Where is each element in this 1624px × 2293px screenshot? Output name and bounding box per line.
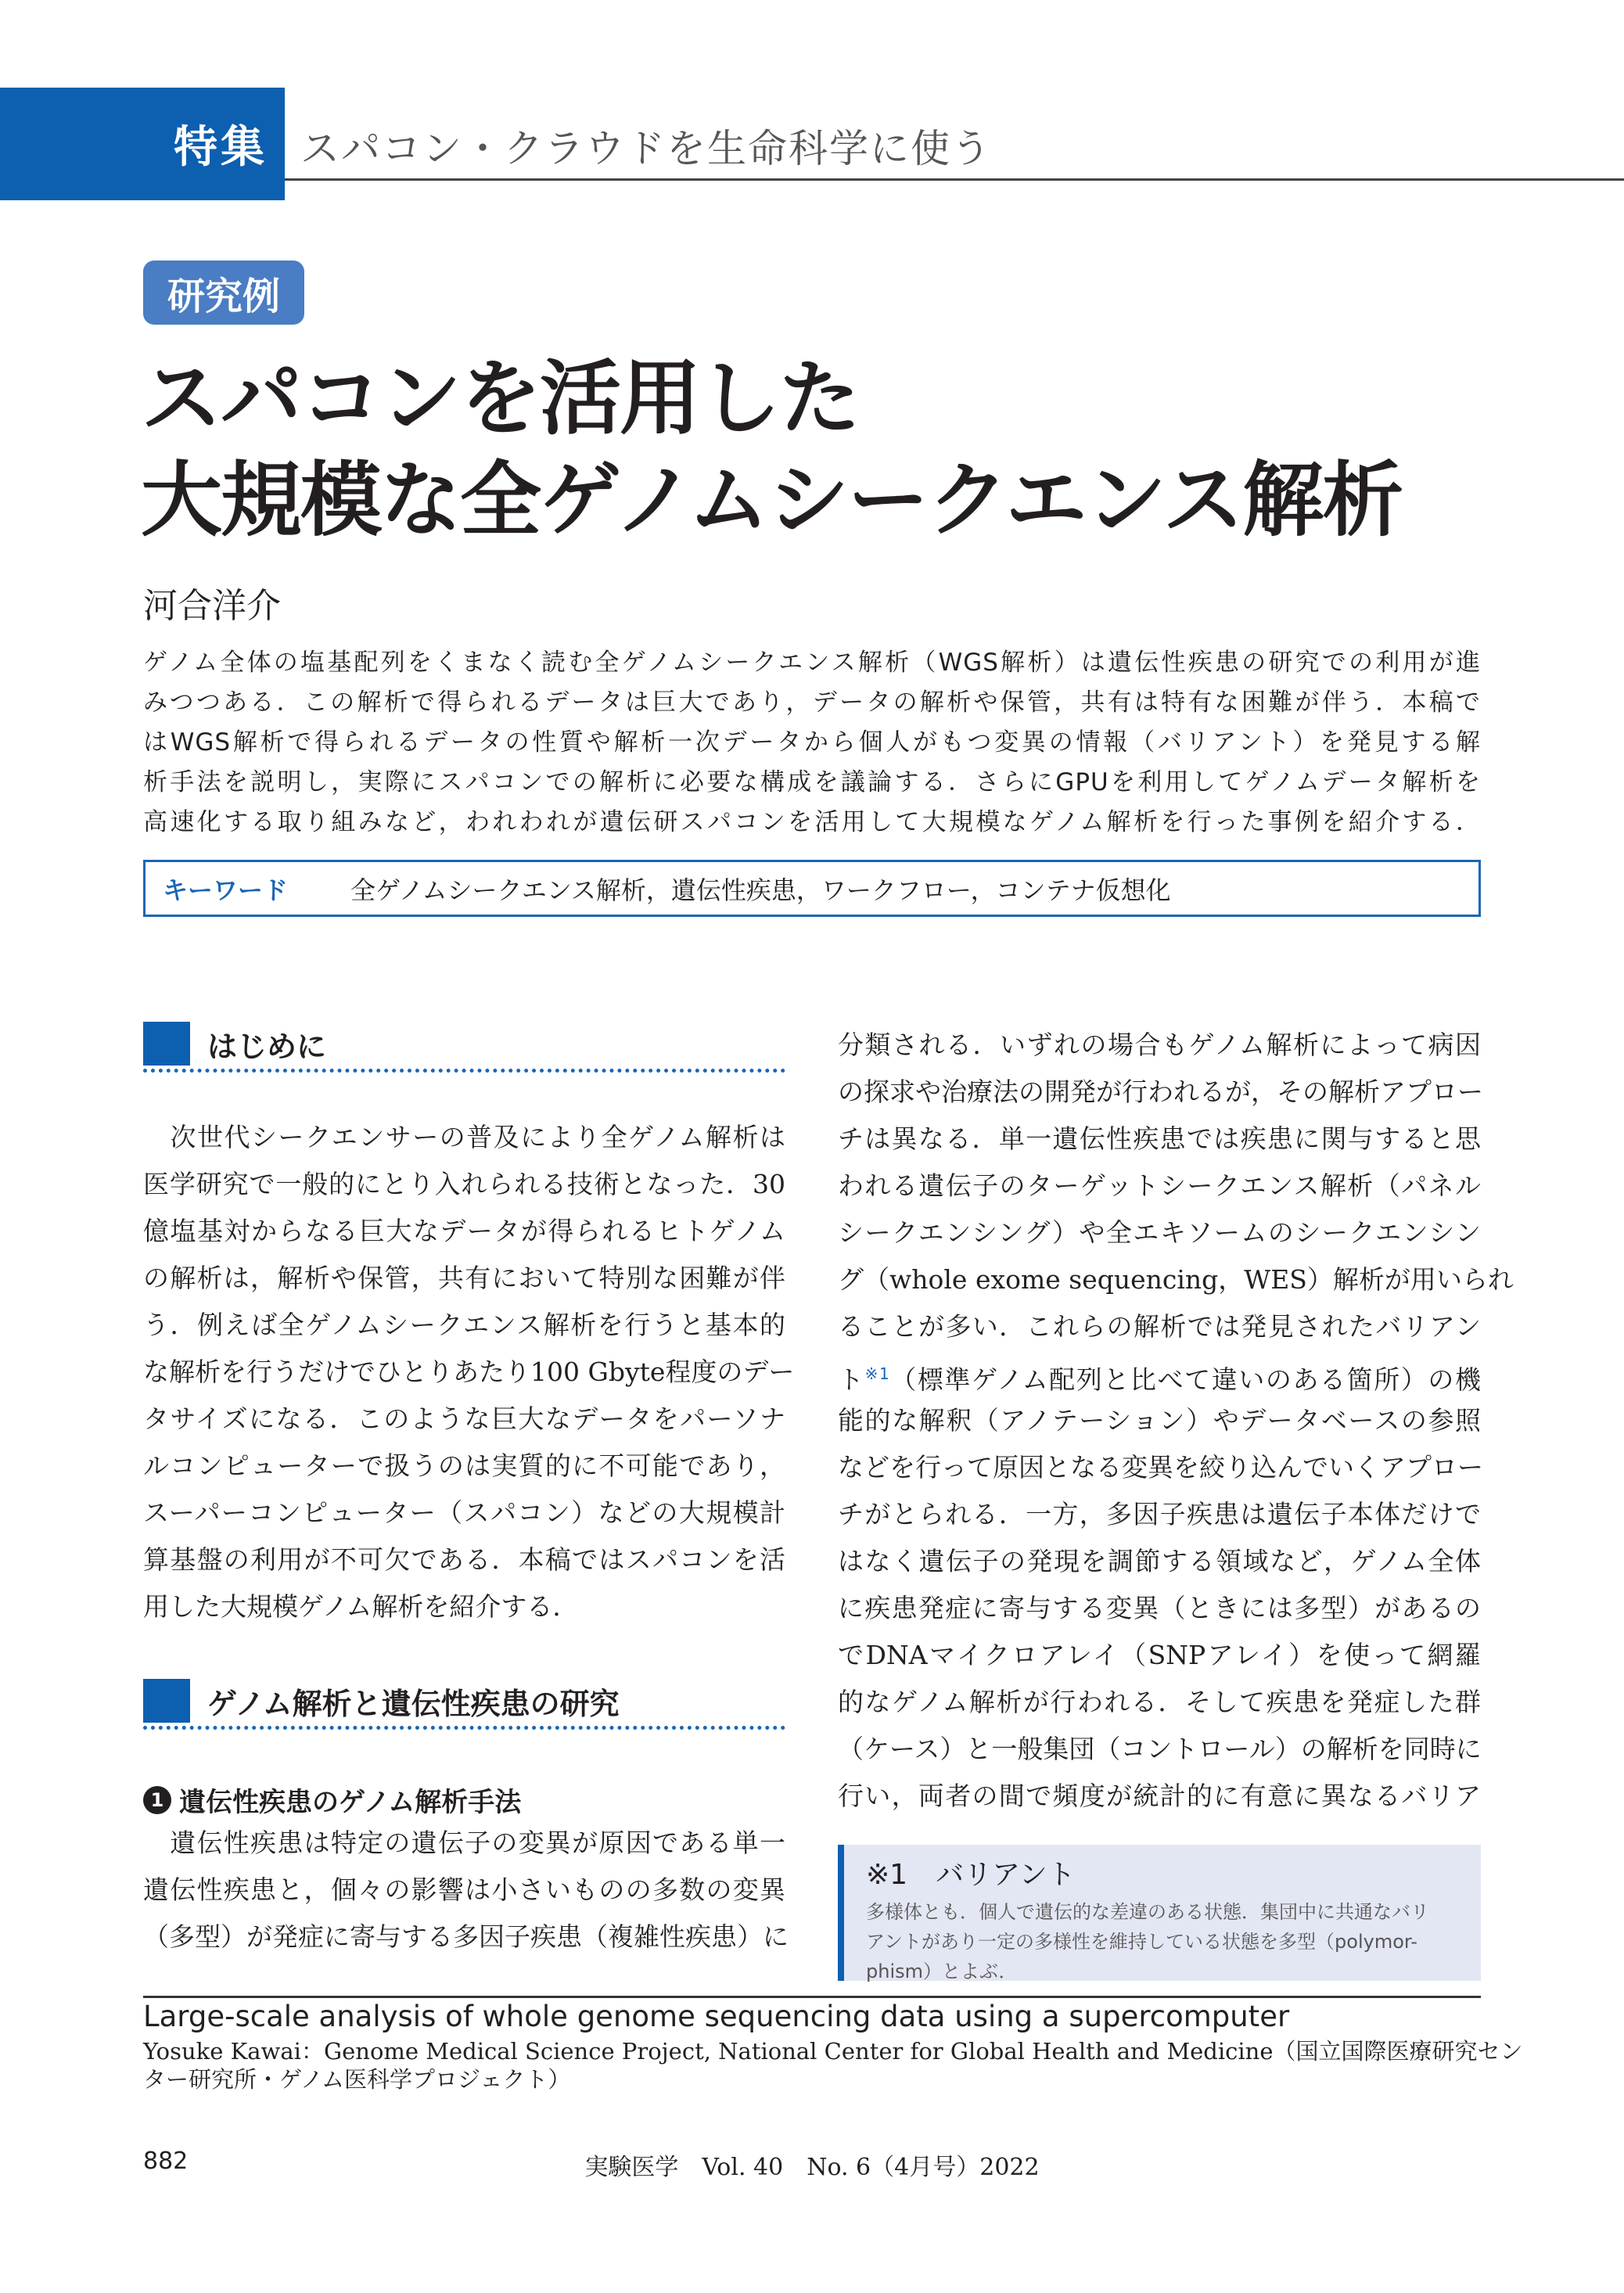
keywords: 全ゲノムシークエンス解析，遺伝性疾患，ワークフロー，コンテナ仮想化 bbox=[350, 875, 1171, 905]
text-line: 医学研究で一般的にとり入れられる技術となった．30 bbox=[143, 1169, 785, 1199]
subsection-title: 遺伝性疾患のゲノム解析手法 bbox=[179, 1787, 522, 1818]
text-line: な解析を行うだけでひとりあたり100 Gbyte程度のデー bbox=[143, 1357, 795, 1387]
text-line: （ケース）と一般集団（コントロール）の解析を同時に bbox=[838, 1734, 1482, 1764]
text-line: の探求や治療法の開発が行われるが，その解析アプロー bbox=[838, 1076, 1483, 1107]
section-heading-genome bbox=[143, 1679, 620, 1723]
text-line: 億塩基対からなる巨大なデータが得られるヒトゲノム bbox=[143, 1216, 785, 1246]
text-line: 次世代シークエンサーの普及により全ゲノム解析は bbox=[143, 1122, 785, 1152]
text: ト bbox=[838, 1364, 865, 1395]
text-line: 算基盤の利用が不可欠である．本稿ではスパコンを活 bbox=[143, 1544, 785, 1575]
text-line: スーパーコンピューター（スパコン）などの大規模計 bbox=[143, 1497, 785, 1528]
abstract bbox=[143, 643, 1481, 843]
footnote-line: phism）とよぶ． bbox=[866, 1961, 1018, 1982]
text-line-with-footnote bbox=[838, 1350, 1481, 1397]
number-circle-icon: 1 bbox=[143, 1786, 171, 1814]
text: （標準ゲノム配列と比べて違いのある箇所）の機 bbox=[889, 1364, 1481, 1395]
text-line: チは異なる．単一遺伝性疾患では疾患に関与すると思 bbox=[838, 1123, 1481, 1154]
english-divider bbox=[143, 1996, 1481, 1998]
text-line: われる遺伝子のターゲットシークエンス解析（パネル bbox=[838, 1170, 1481, 1201]
affiliation-line: ター研究所・ゲノム医科学プロジェクト） bbox=[143, 2066, 571, 2093]
section-title: ゲノム解析と遺伝性疾患の研究 bbox=[207, 1686, 620, 1721]
text-line: 行い，両者の間で頻度が統計的に有意に異なるバリア bbox=[838, 1781, 1481, 1811]
journal-info: 実験医学 Vol. 40 No. 6（4月号）2022 bbox=[584, 2154, 1040, 2181]
intro-body bbox=[143, 1114, 795, 1630]
article-type-badge: 研究例 bbox=[143, 261, 304, 325]
footnote-box bbox=[838, 1845, 1481, 1981]
abstract-line: はWGS解析で得られるデータの性質や解析一次データから個人がもつ変異の情報（バリアント）を発見する解 bbox=[143, 728, 1481, 757]
text-line: グ（whole exome sequencing，WES）解析が用いられ bbox=[838, 1264, 1514, 1295]
abstract-line: 析手法を説明し，実際にスパコンでの解析に必要な構成を議論する．さらにGPUを利用してゲノムデータ解析を bbox=[143, 768, 1481, 796]
affiliation-line: Yosuke Kawai：Genome Medical Science Project, National Center for Global Health and Medicine（国立国際医療研究セン bbox=[143, 2038, 1523, 2065]
text-line: 遺伝性疾患は特定の遺伝子の変異が原因である単一 bbox=[143, 1828, 785, 1858]
dotted-divider bbox=[143, 1726, 785, 1730]
text-line: 用した大規模ゲノム解析を紹介する． bbox=[143, 1591, 579, 1622]
text-line: （多型）が発症に寄与する多因子疾患（複雑性疾患）に bbox=[143, 1921, 789, 1952]
text-line: チがとられる．一方，多因子疾患は遺伝子本体だけで bbox=[838, 1499, 1481, 1529]
footnote-ref[interactable]: ※1 bbox=[864, 1364, 889, 1383]
abstract-line: みつつある．この解析で得られるデータは巨大であり，データの解析や保管，共有は特有な困難が伴う．本稿で bbox=[143, 688, 1481, 717]
section-heading-intro bbox=[143, 1022, 326, 1066]
feature-tag: 特集 bbox=[0, 88, 285, 200]
text-line: ルコンピューターで扱うのは実質的に不可能であり， bbox=[143, 1450, 785, 1481]
text-line: う．例えば全ゲノムシークエンス解析を行うと基本的 bbox=[143, 1310, 785, 1340]
text-line: シークエンシング）や全エキソームのシークエンシン bbox=[838, 1217, 1481, 1248]
text-line: などを行って原因となる変異を絞り込んでいくアプロー bbox=[838, 1452, 1483, 1483]
text-line: 分類される．いずれの場合もゲノム解析によって病因 bbox=[838, 1030, 1481, 1060]
footnote-title: ※1 バリアント bbox=[866, 1859, 1076, 1891]
text-line: タサイズになる．このような巨大なデータをパーソナ bbox=[143, 1403, 785, 1434]
section-marker-icon bbox=[143, 1679, 190, 1723]
keywords-label: キーワード bbox=[163, 875, 289, 905]
author: 河合洋介 bbox=[143, 586, 281, 626]
text-line: 的なゲノム解析が行われる．そして疾患を発症した群 bbox=[838, 1687, 1481, 1717]
dotted-divider bbox=[143, 1069, 785, 1073]
english-title: Large-scale analysis of whole genome sequencing data using a supercomputer bbox=[143, 2000, 1290, 2033]
text-line: 遺伝性疾患と，個々の影響は小さいものの多数の変異 bbox=[143, 1874, 785, 1905]
page-number: 882 bbox=[143, 2147, 189, 2175]
footnote-line: アントがあり一定の多様性を維持している状態を多型（polymor- bbox=[866, 1931, 1417, 1953]
keywords-box bbox=[143, 860, 1481, 917]
abstract-line: 高速化する取り組みなど，われわれが遺伝研スパコンを活用して大規模なゲノム解析を行った事例を紹介する． bbox=[143, 808, 1481, 836]
section-marker-icon bbox=[143, 1022, 190, 1066]
subsection-heading bbox=[143, 1781, 521, 1819]
genome-body bbox=[143, 1820, 789, 1961]
abstract-line: ゲノム全体の塩基配列をくまなく読む全ゲノムシークエンス解析（WGS解析）は遺伝性疾患の研究での利用が進 bbox=[143, 649, 1481, 677]
text-line: 能的な解釈（アノテーション）やデータベースの参照 bbox=[838, 1405, 1481, 1436]
right-column-body bbox=[838, 1022, 1514, 1820]
text-line: に疾患発症に寄与する変異（ときには多型）があるの bbox=[838, 1593, 1481, 1623]
header-divider bbox=[285, 178, 1624, 181]
text-line: ることが多い．これらの解析では発見されたバリアン bbox=[838, 1311, 1481, 1342]
text-line: でDNAマイクロアレイ（SNPアレイ）を使って網羅 bbox=[838, 1640, 1481, 1670]
title-line-2: 大規模な全ゲノムシークエンス解析 bbox=[141, 452, 1403, 548]
section-title: はじめに bbox=[207, 1029, 327, 1064]
footnote-line: 多様体とも．個人で遺伝的な差違のある状態．集団中に共通なバリ bbox=[866, 1901, 1429, 1923]
text-line: はなく遺伝子の発現を調節する領域など，ゲノム全体 bbox=[838, 1546, 1481, 1576]
series-title: スパコン・クラウドを生命科学に使う bbox=[300, 126, 992, 171]
text-line: の解析は，解析や保管，共有において特別な困難が伴 bbox=[143, 1263, 785, 1293]
title-line-1: スパコンを活用した bbox=[141, 350, 860, 446]
